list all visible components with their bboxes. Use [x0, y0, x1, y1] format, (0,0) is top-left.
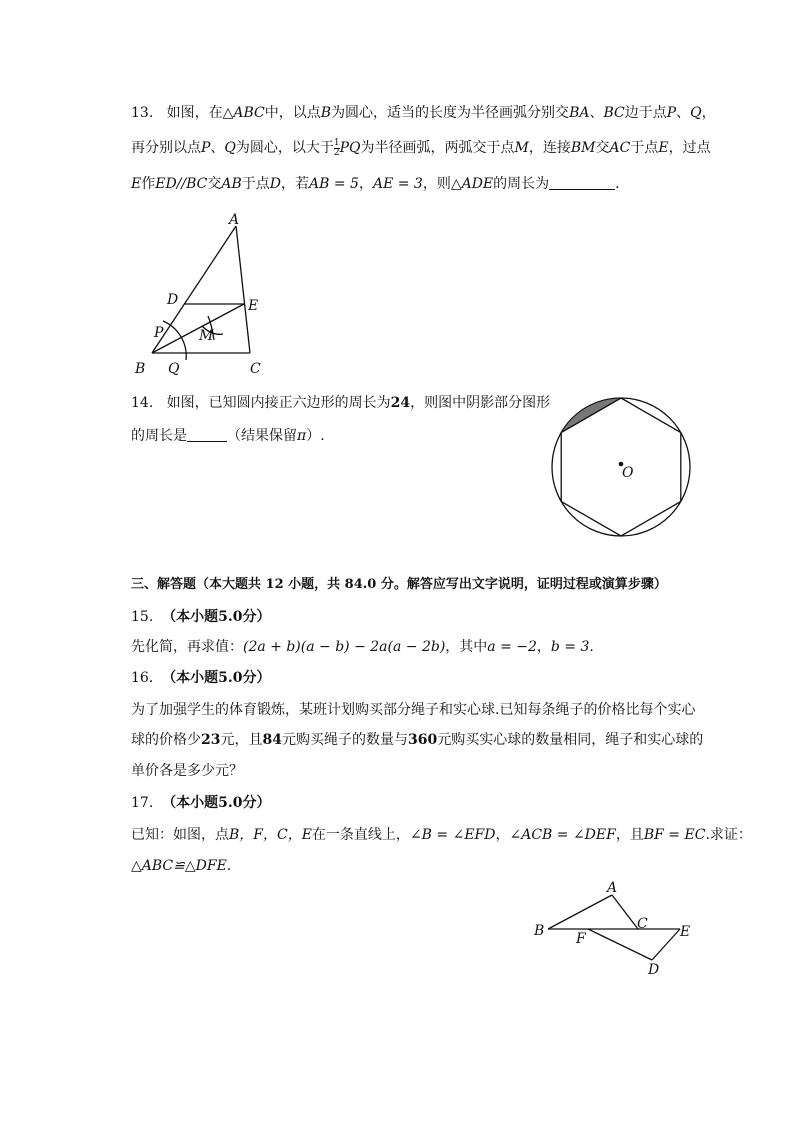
q13-text: 交 — [595, 140, 610, 156]
q13-text: 、 — [210, 140, 225, 156]
q13-math: B — [320, 105, 332, 121]
section-3-title: 三、解答题（本大题共 12 小题，共 84.0 分。解答应写出文字说明，证明过程或演算步骤） — [131, 577, 667, 592]
q13-math: M — [514, 140, 529, 156]
q13-line-1 — [131, 103, 716, 123]
q13-math: E — [658, 140, 669, 156]
q13-math: AE = 3 — [372, 176, 423, 192]
label-A: A — [229, 212, 240, 228]
q17-math: ∠B = ∠EFD — [409, 827, 496, 843]
q16-number: 16. — [131, 670, 154, 686]
q13-text: ． — [615, 176, 630, 192]
q13-number: 13. — [131, 105, 154, 121]
q15-line-1 — [131, 637, 594, 657]
q13-text: ，过点 — [668, 140, 711, 156]
q13-text: ， — [701, 105, 716, 121]
q13-math: BC — [603, 105, 625, 121]
q16-text: 球的价格少 — [131, 732, 201, 748]
q14-figure — [548, 394, 694, 540]
q15-number: 15. — [131, 609, 154, 625]
q13-answer-blank[interactable] — [549, 175, 615, 190]
label-D: D — [648, 962, 660, 978]
segment-AC — [236, 226, 250, 353]
q16-number-value: 360 — [407, 732, 438, 748]
q13-text: 、 — [676, 105, 691, 121]
q14-text: （结果保留 — [227, 428, 297, 444]
q13-math: Q — [224, 140, 236, 156]
q13-math: AB — [221, 176, 242, 192]
segment-AB — [152, 226, 236, 353]
q16-header — [131, 668, 271, 688]
q13-math: Q — [690, 105, 702, 121]
q17-math: BF = EC — [643, 827, 706, 843]
q13-text: 中，以点 — [264, 105, 321, 121]
q13-math: BA — [569, 105, 590, 121]
q15-header — [131, 607, 271, 627]
q13-figure — [130, 208, 290, 378]
q17-figure — [530, 878, 700, 978]
q13-text: ，连接 — [528, 140, 571, 156]
segment-BA — [548, 895, 612, 929]
q15-text: ，其中 — [445, 639, 488, 655]
fraction-numerator: 1 — [333, 137, 340, 148]
q13-text: 如图，在 — [166, 105, 223, 121]
segment-BE — [152, 304, 244, 353]
q15-text: . — [589, 639, 594, 655]
q13-math: P — [201, 140, 211, 156]
q13-math: D — [269, 176, 282, 192]
q13-text: 再分别以点 — [131, 140, 201, 156]
q17-math: ∠ACB = ∠DEF — [509, 827, 616, 843]
q14-math: π — [297, 428, 307, 444]
q15-math: b = 3 — [550, 639, 590, 655]
q13-text: 边于点 — [624, 105, 667, 121]
q17-text: ，且 — [615, 827, 644, 843]
q17-text: .求证： — [705, 827, 752, 843]
q16-text: 元购买实心球的数量相同，绳子和实心球的 — [437, 732, 704, 748]
q13-text: ， — [358, 176, 373, 192]
q13-text: 、 — [589, 105, 604, 121]
q17-line-2: △ABC≌△DFE. — [131, 858, 232, 874]
q13-text: ，则 — [422, 176, 451, 192]
label-Q: Q — [168, 361, 180, 377]
q13-text: 交 — [207, 176, 222, 192]
q16-number-value: 23 — [201, 732, 221, 748]
label-M: M — [199, 328, 214, 344]
label-E: E — [248, 298, 259, 314]
label-F: F — [576, 931, 586, 947]
q13-math: ED//BC — [155, 176, 208, 192]
segment-FD — [588, 929, 652, 960]
q13-line-2 — [131, 138, 711, 158]
q15-expression: (2a + b)(a − b) − 2a(a − 2b) — [243, 639, 446, 655]
q17-text: 在一条直线上， — [311, 827, 410, 843]
label-E: E — [680, 924, 691, 940]
q17-header — [131, 793, 271, 813]
q17-text: 已知：如图，点 — [131, 827, 229, 843]
q15-math: a = −2 — [487, 639, 537, 655]
fraction-denominator: 2 — [333, 147, 340, 158]
label-B: B — [135, 361, 146, 377]
q13-math: AB = 5 — [309, 176, 359, 192]
q14-text: 的周长是 — [131, 428, 187, 444]
q14-line-1 — [131, 393, 550, 413]
q17-score: （本小题5.0分） — [162, 795, 271, 811]
q13-text: 作 — [141, 176, 156, 192]
q13-line-3 — [131, 174, 629, 194]
q14-math: 24 — [390, 395, 411, 411]
q16-line-3: 单价各是多少元？ — [131, 763, 243, 779]
label-P: P — [154, 325, 164, 341]
q14-text: ）. — [306, 428, 325, 444]
label-D: D — [167, 292, 179, 308]
q17-text: ， — [495, 827, 510, 843]
q13-text: 的周长为 — [493, 176, 550, 192]
q16-score: （本小题5.0分） — [162, 670, 271, 686]
q13-text: 于点 — [630, 140, 659, 156]
q15-text: 先化简，再求值： — [131, 639, 243, 655]
q13-math: △ABC — [222, 105, 265, 121]
q16-text: 元，且 — [220, 732, 263, 748]
segment-AC — [612, 895, 638, 929]
q13-text: ，若 — [281, 176, 310, 192]
q13-text: 为圆心，以大于 — [235, 140, 334, 156]
q16-line-2 — [131, 730, 703, 750]
segment-DE — [652, 929, 680, 960]
q13-math: E — [131, 176, 142, 192]
q16-text: 元购买绳子的数量与 — [281, 732, 408, 748]
q16-line-1: 为了加强学生的体育锻炼，某班计划购买部分绳子和实心球.已知每条绳子的价格比每个实心 — [131, 702, 696, 718]
label-O: O — [622, 465, 634, 481]
q14-answer-blank[interactable] — [187, 427, 227, 442]
q17-math: B，F，C，E — [229, 827, 312, 843]
label-A: A — [607, 880, 618, 896]
q13-math: PQ — [339, 140, 361, 156]
q14-text: 如图，已知圆内接正六边形的周长为 — [166, 395, 391, 411]
q13-math: P — [666, 105, 677, 121]
q13-text: 为半径画弧，两弧交于点 — [360, 140, 515, 156]
label-C: C — [637, 916, 648, 932]
q13-text: 于点 — [241, 176, 270, 192]
q14-text: ，则图中阴影部分图形 — [410, 395, 551, 411]
q17-number: 17. — [131, 795, 154, 811]
q17-line-1 — [131, 825, 752, 845]
q13-math: △ADE — [450, 176, 494, 192]
label-B: B — [534, 923, 545, 939]
q15-score: （本小题5.0分） — [162, 609, 271, 625]
q13-text: 为圆心，适当的长度为半径画弧分别交 — [331, 105, 570, 121]
q13-math: AC — [609, 140, 631, 156]
q14-line-2 — [131, 426, 325, 446]
q13-math: BM — [570, 140, 596, 156]
q16-number-value: 84 — [262, 732, 282, 748]
q15-text: ， — [536, 639, 551, 655]
q14-number: 14. — [131, 395, 154, 411]
label-C: C — [250, 361, 261, 377]
